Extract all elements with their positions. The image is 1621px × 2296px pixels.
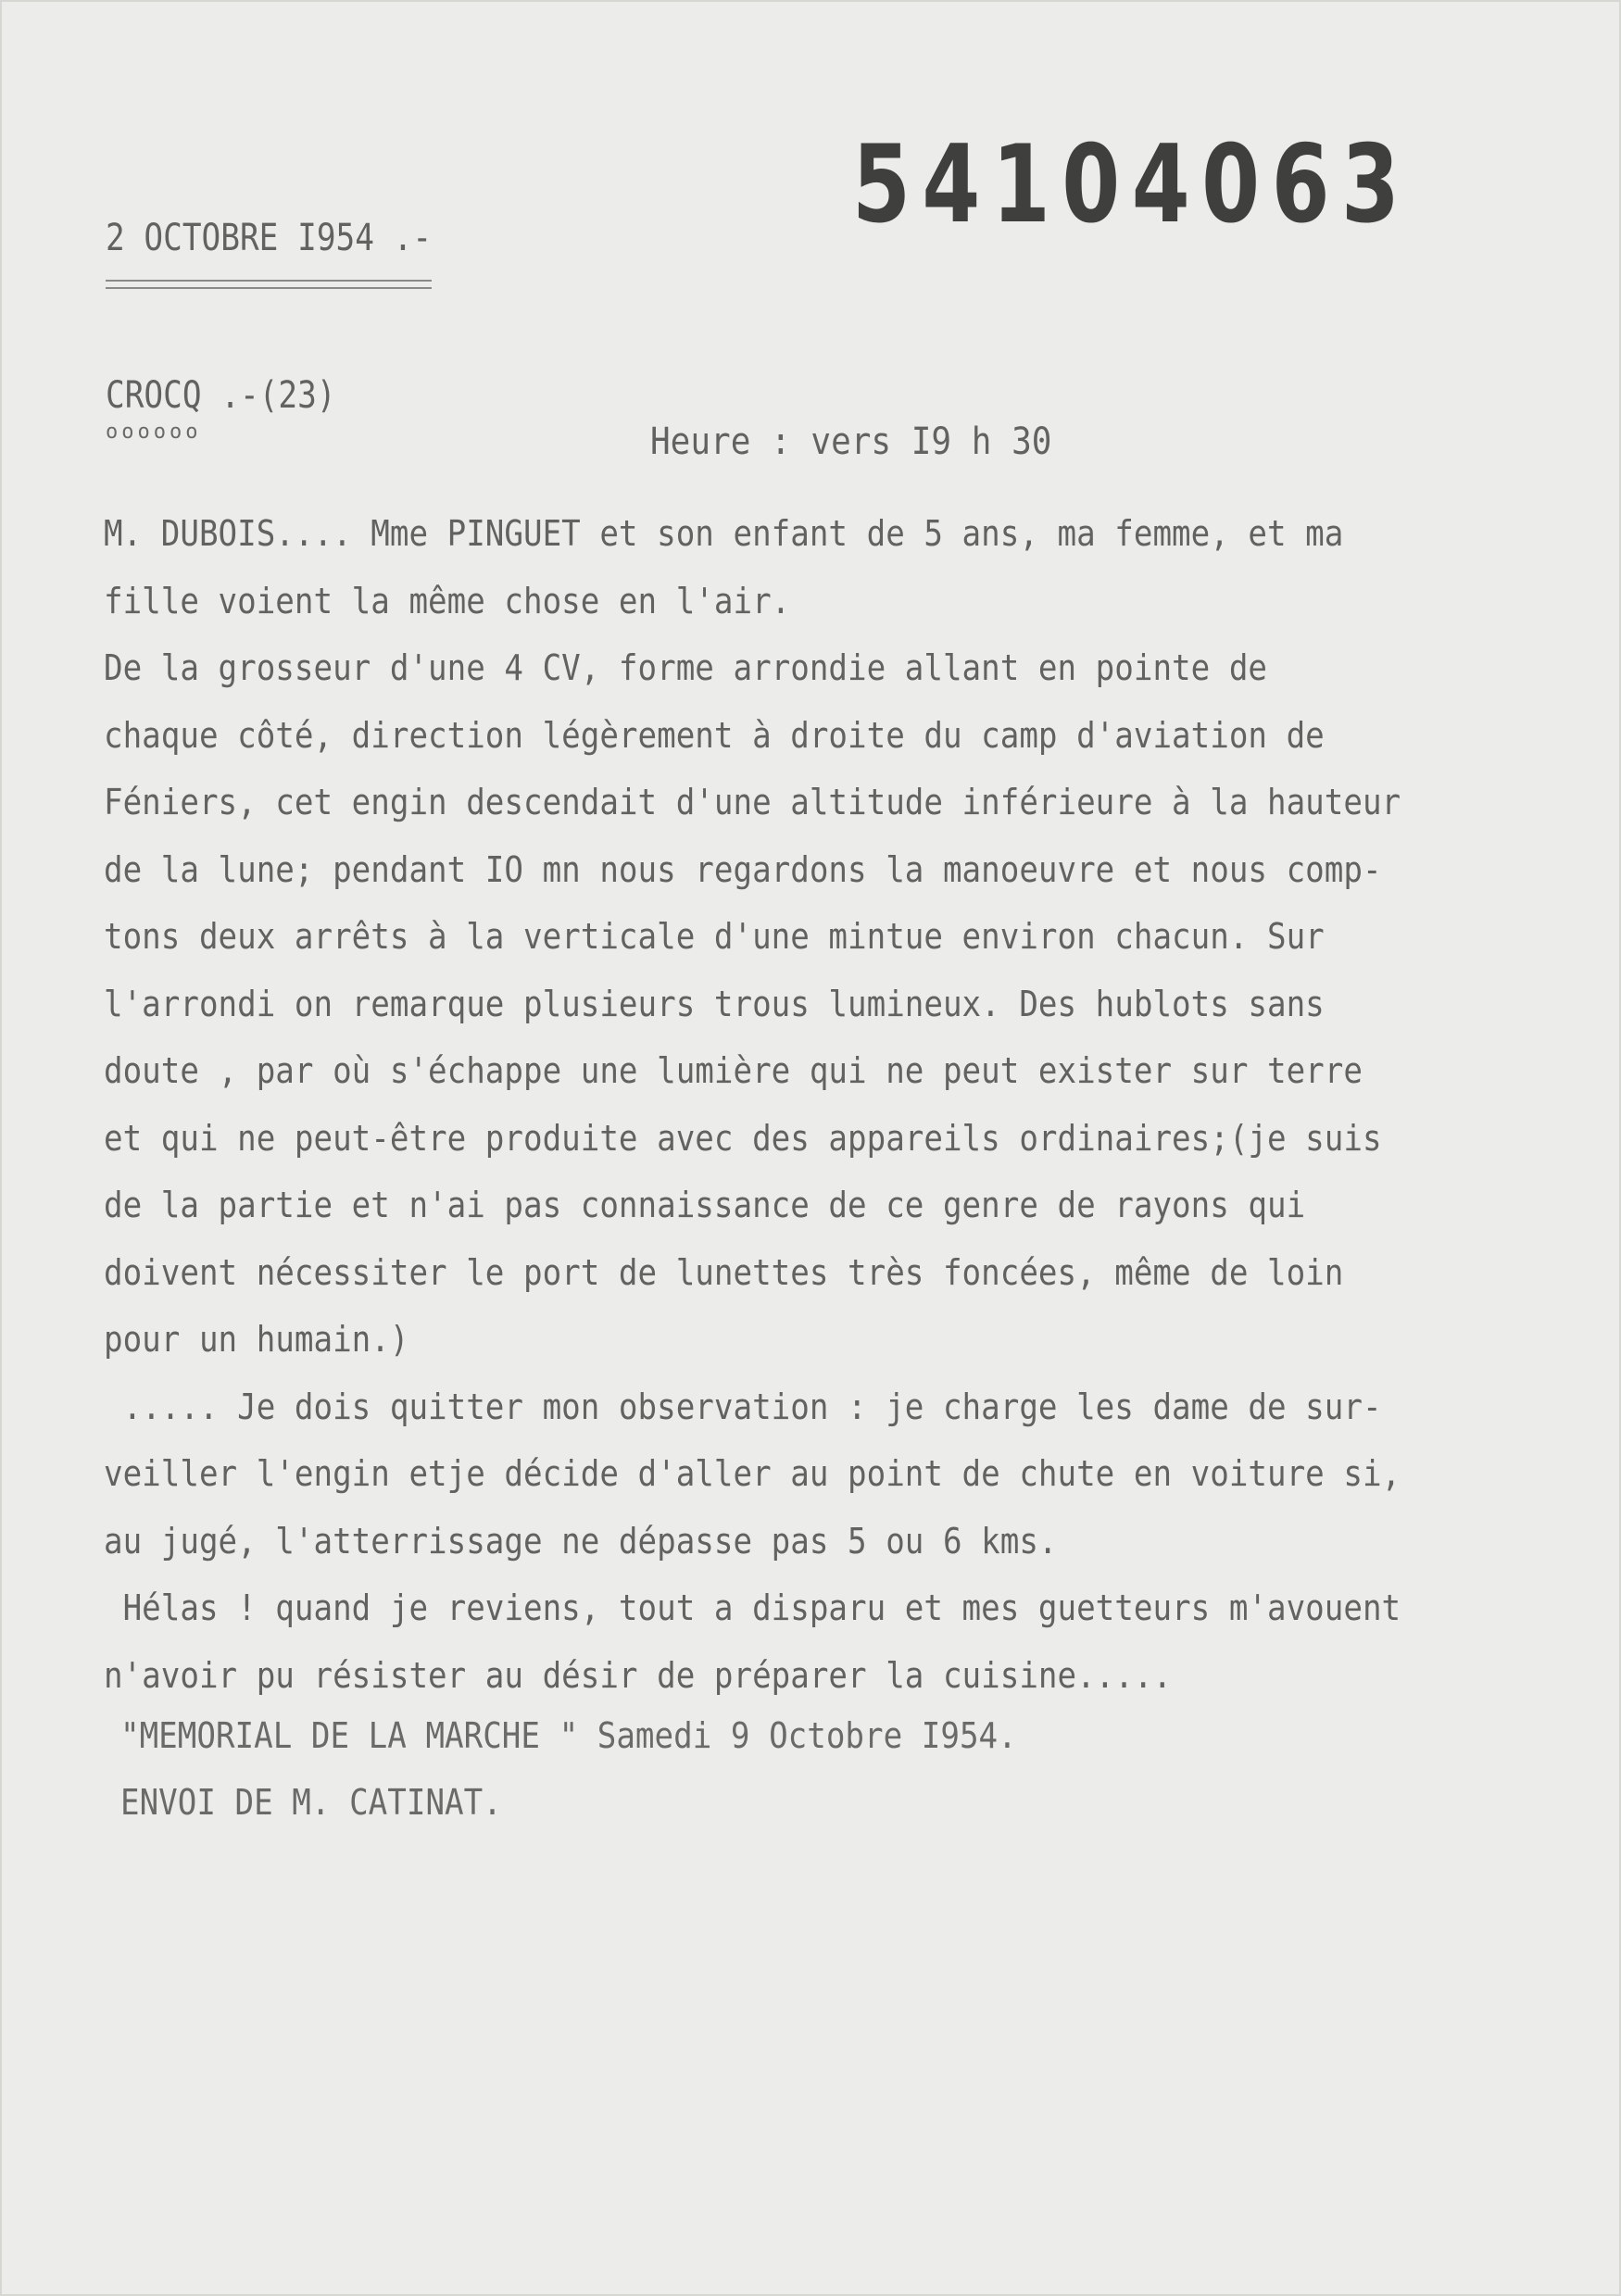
text-line: De la grosseur d'une 4 CV, forme arrondie allant en pointe de xyxy=(104,647,1268,688)
testimony-text xyxy=(104,500,1488,1709)
location-heading: CROCQ .-(23) xyxy=(106,374,336,417)
text-line: n'avoir pu résister au désir de préparer la cuisine..... xyxy=(104,1654,1173,1696)
text-line: Féniers, cet engin descendait d'une altitude inférieure à la hauteur xyxy=(104,782,1401,822)
document-date: 2 OCTOBRE I954 .- xyxy=(106,217,433,259)
observation-time: Heure : vers I9 h 30 xyxy=(650,420,1052,463)
text-line: au jugé, l'atterrissage ne dépasse pas 5 ou 6 kms. xyxy=(104,1520,1058,1562)
text-line: de la lune; pendant IO mn nous regardons la manoeuvre et nous comp- xyxy=(104,848,1382,890)
source-block xyxy=(120,1702,1017,1836)
text-line: veiller l'engin etje décide d'aller au point de chute en voiture si, xyxy=(104,1453,1401,1494)
document-number-stamp: 54104063 xyxy=(852,122,1412,247)
text-line: tons deux arrêts à la verticale d'une mintue environ chacun. Sur xyxy=(104,916,1325,957)
source-citation: "MEMORIAL DE LA MARCHE " Samedi 9 Octobre I954. xyxy=(120,1715,1017,1756)
text-line: Hélas ! quand je reviens, tout a disparu et mes guetteurs m'avouent xyxy=(104,1587,1401,1628)
date-double-underline xyxy=(106,280,432,289)
sender-credit: ENVOI DE M. CATINAT. xyxy=(120,1782,502,1823)
text-line: ..... Je dois quitter mon observation : je charge les dame de sur- xyxy=(104,1386,1382,1427)
text-line: l'arrondi on remarque plusieurs trous lumineux. Des hublots sans xyxy=(104,983,1325,1024)
text-line: pour un humain.) xyxy=(104,1319,409,1360)
text-line: de la partie et n'ai pas connaissance de ce genre de rayons qui xyxy=(104,1185,1306,1225)
text-line: doivent nécessiter le port de lunettes très foncées, même de loin xyxy=(104,1251,1344,1293)
text-line: M. DUBOIS.... Mme PINGUET et son enfant de 5 ans, ma femme, et ma xyxy=(104,513,1344,554)
text-line: fille voient la même chose en l'air. xyxy=(104,580,791,621)
text-line: chaque côté, direction légèrement à droite du camp d'aviation de xyxy=(104,714,1325,756)
text-line: doute , par où s'échappe une lumière qui ne peut exister sur terre xyxy=(104,1050,1363,1091)
text-line: et qui ne peut-être produite avec des appareils ordinaires;(je suis xyxy=(104,1117,1382,1159)
location-underline: oooooo xyxy=(106,420,202,444)
